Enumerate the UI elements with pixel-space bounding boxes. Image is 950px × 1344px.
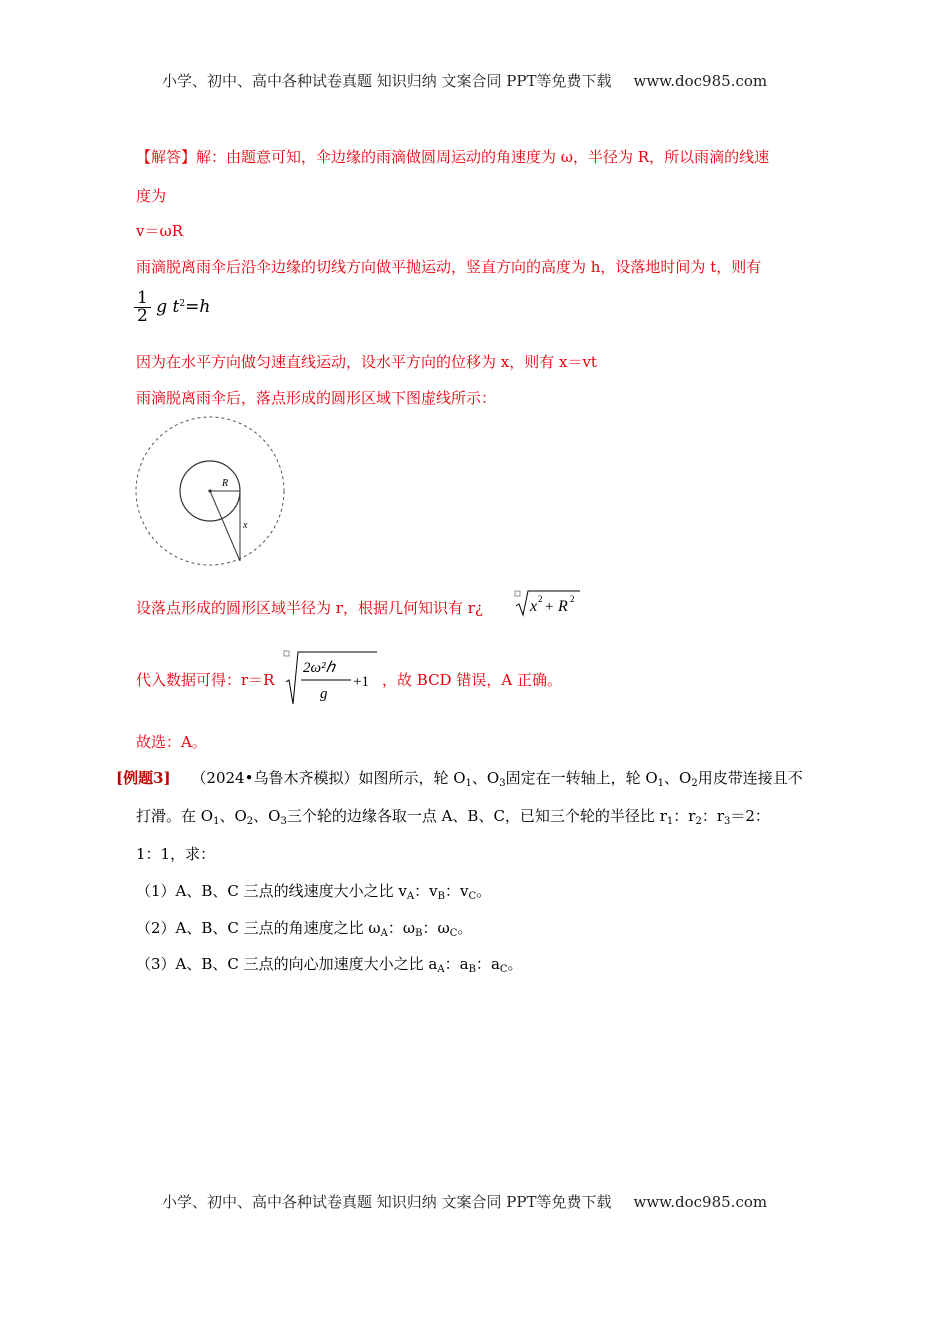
hypotenuse-line [210, 491, 240, 561]
raindrop-circle-diagram [130, 415, 295, 575]
answer-line-2: 度为 [136, 187, 167, 205]
footer-text: 小学、初中、高中各种试卷真题 知识归纳 文案合同 PPT等免费下载 [162, 1193, 612, 1211]
svg-text:2: 2 [570, 594, 575, 604]
example-line-2: 打滑。在 $O_1$、$O_2$、$O_3$三个轮的边缘各取一点 A、B、C，已知三个轮的半径比 $r_1$：$r_2$：$r_3=2$： [136, 807, 770, 827]
answer-line-3: v＝ωR [136, 222, 183, 240]
header-text: 小学、初中、高中各种试卷真题 知识归纳 文案合同 PPT等免费下载 [162, 72, 612, 90]
answer-line-1: 【解答】解：由题意可知，伞边缘的雨滴做圆周运动的角速度为 ω，半径为 R，所以雨滴的线速 [136, 148, 770, 166]
question-1: （1）A、B、C 三点的线速度大小之比 $v_A$：$v_B$：$v_C$。 [136, 882, 492, 902]
equation-half-g-t-squared: $\frac{1}{2}$ g $t^2=ℎ$ [134, 290, 210, 325]
example-line-3: 1：1，求： [136, 845, 216, 863]
placeholder-box [515, 591, 520, 596]
label-R: R [222, 478, 229, 489]
answer-line-8-suffix: ，故 BCD 错误，A 正确。 [382, 671, 562, 689]
page-header [162, 70, 767, 91]
svg-text:g: g [320, 686, 328, 702]
fraction-one-half: $\frac{1}{2}$ [134, 290, 151, 325]
answer-line-9: 故选：A。 [136, 733, 207, 751]
example-line-1: [例题3] （2024•乌鲁木齐模拟）如图所示，轮 $O_1$、$O_3$固定在一转轴上，轮 $O_1$、$O_2$用皮带连接且不 [116, 769, 803, 789]
example-label: [例题3] [116, 769, 171, 787]
question-3: （3）A、B、C 三点的向心加速度大小之比 $a_A$：$a_B$：$a_C$。 [136, 955, 523, 975]
label-x: x [243, 520, 248, 531]
question-2: （2）A、B、C 三点的角速度之比 $\omega_A$：$\omega_B$：$\omega_C$。 [136, 919, 473, 939]
page-footer [162, 1191, 767, 1212]
footer-url: www.doc985.com [633, 1193, 768, 1211]
placeholder-box [284, 651, 289, 656]
answer-line-8-prefix: 代入数据可得：r＝R [136, 671, 275, 689]
sqrt-fraction [283, 648, 383, 708]
svg-text:R: R [558, 598, 568, 615]
answer-line-6: 雨滴脱离雨伞后，落点形成的圆形区域下图虚线所示： [136, 389, 497, 407]
svg-text:2: 2 [538, 594, 543, 604]
svg-text:x: x [530, 598, 538, 615]
header-url: www.doc985.com [633, 72, 768, 90]
svg-text:+: + [545, 599, 554, 615]
answer-line-5: 因为在水平方向做匀速直线运动，设水平方向的位移为 x，则有 x＝vt [136, 353, 597, 371]
answer-line-4: 雨滴脱离雨伞后沿伞边缘的切线方向做平抛运动，竖直方向的高度为 h，设落地时间为 t，则有 [136, 258, 762, 276]
svg-text:+1: +1 [353, 674, 369, 690]
center-point [208, 489, 211, 492]
svg-text:2ω²ℎ: 2ω²ℎ [303, 660, 336, 676]
answer-line-7: 设落点形成的圆形区域半径为 r，根据几何知识有 r¿ [136, 599, 483, 617]
sqrt-x2-R2 [514, 588, 584, 618]
